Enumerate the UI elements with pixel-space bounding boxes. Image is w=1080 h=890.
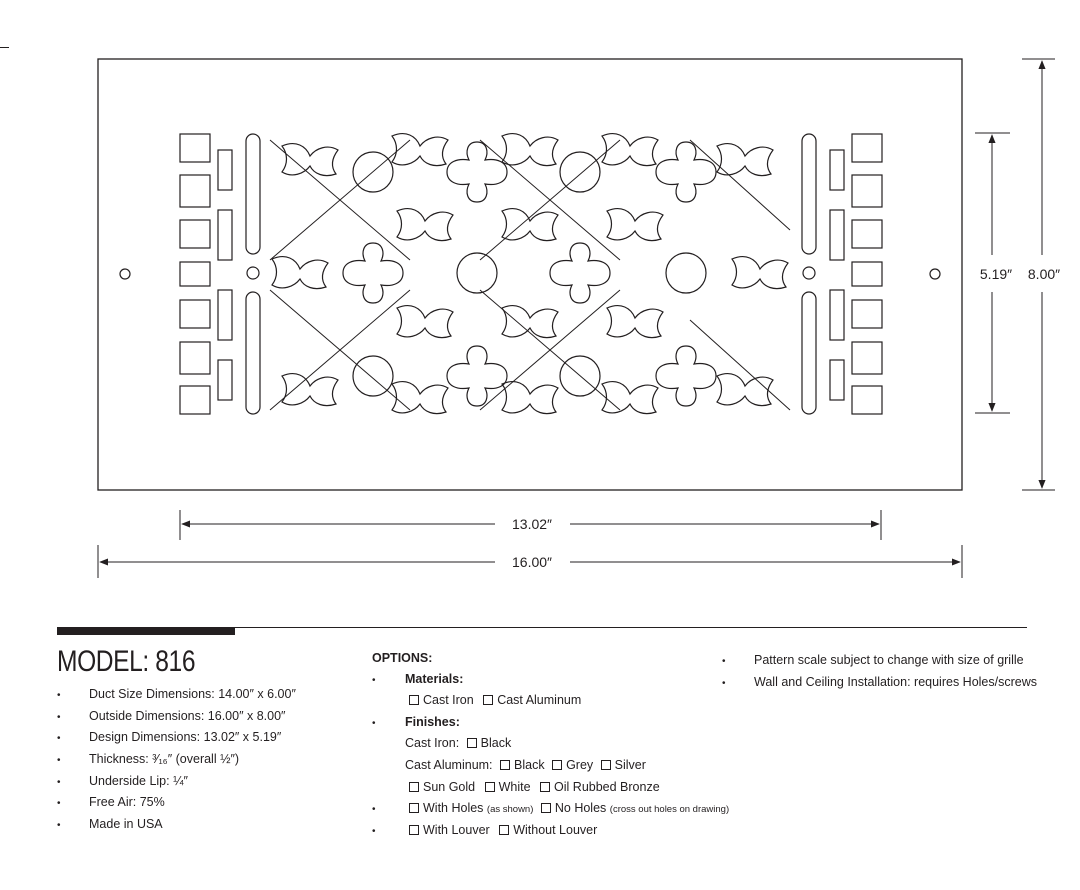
louver-row: • With Louver Without Louver xyxy=(372,823,598,837)
materials-row: • Materials: xyxy=(372,672,464,686)
dimension-design-width: 13.02″ xyxy=(512,516,552,532)
finish-cast-iron-row: Cast Iron: Black xyxy=(405,736,512,750)
spec-item: • Duct Size Dimensions: 14.00″ x 6.00″ xyxy=(57,687,296,701)
spec-list xyxy=(57,684,296,836)
checkbox-with-holes[interactable] xyxy=(409,803,419,813)
dimension-outside-width: 16.00″ xyxy=(512,554,552,570)
holes-row: • With Holes (as shown) No Holes (cross out holes on drawing) xyxy=(372,801,730,815)
checkbox-ca-white[interactable] xyxy=(485,782,495,792)
checkbox-ca-sun-gold[interactable] xyxy=(409,782,419,792)
notes-list xyxy=(722,650,1037,693)
checkbox-ci-black[interactable] xyxy=(467,738,477,748)
note-item: • Pattern scale subject to change with size of grille xyxy=(722,653,1024,667)
spec-item: • Free Air: 75% xyxy=(57,795,165,810)
materials-options: Cast Iron Cast Aluminum xyxy=(409,693,581,707)
spec-item: • Underside Lip: ¼″ xyxy=(57,773,188,788)
finishes-row: • Finishes: xyxy=(372,715,460,729)
checkbox-ca-grey[interactable] xyxy=(552,760,562,770)
checkbox-cast-aluminum[interactable] xyxy=(483,695,493,705)
spec-item: • Outside Dimensions: 16.00″ x 8.00″ xyxy=(57,708,286,723)
options-heading: OPTIONS: xyxy=(372,651,433,665)
checkbox-ca-oil-rubbed-bronze[interactable] xyxy=(540,782,550,792)
finish-cast-aluminum-row: Cast Aluminum: Black Grey Silver xyxy=(405,758,646,772)
dimension-design-height: 5.19″ xyxy=(979,266,1013,282)
checkbox-with-louver[interactable] xyxy=(409,825,419,835)
checkbox-ca-black[interactable] xyxy=(500,760,510,770)
checkbox-ca-silver[interactable] xyxy=(601,760,611,770)
grille-outer-plate xyxy=(98,59,962,490)
note-item: • Wall and Ceiling Installation: requires Holes/screws xyxy=(722,674,1037,689)
spec-item: • Design Dimensions: 13.02″ x 5.19″ xyxy=(57,730,282,745)
dimension-outside-height: 8.00″ xyxy=(1027,266,1061,282)
model-title: MODEL: 816 xyxy=(57,645,196,678)
checkbox-cast-iron[interactable] xyxy=(409,695,419,705)
spec-item: • Made in USA xyxy=(57,817,163,832)
checkbox-without-louver[interactable] xyxy=(499,825,509,835)
checkbox-no-holes[interactable] xyxy=(541,803,551,813)
spec-item: • Thickness: ³⁄₁₆″ (overall ½″) xyxy=(57,752,240,767)
finish-cast-aluminum-row-2: Sun Gold White Oil Rubbed Bronze xyxy=(409,780,660,794)
section-divider-accent xyxy=(57,627,235,635)
